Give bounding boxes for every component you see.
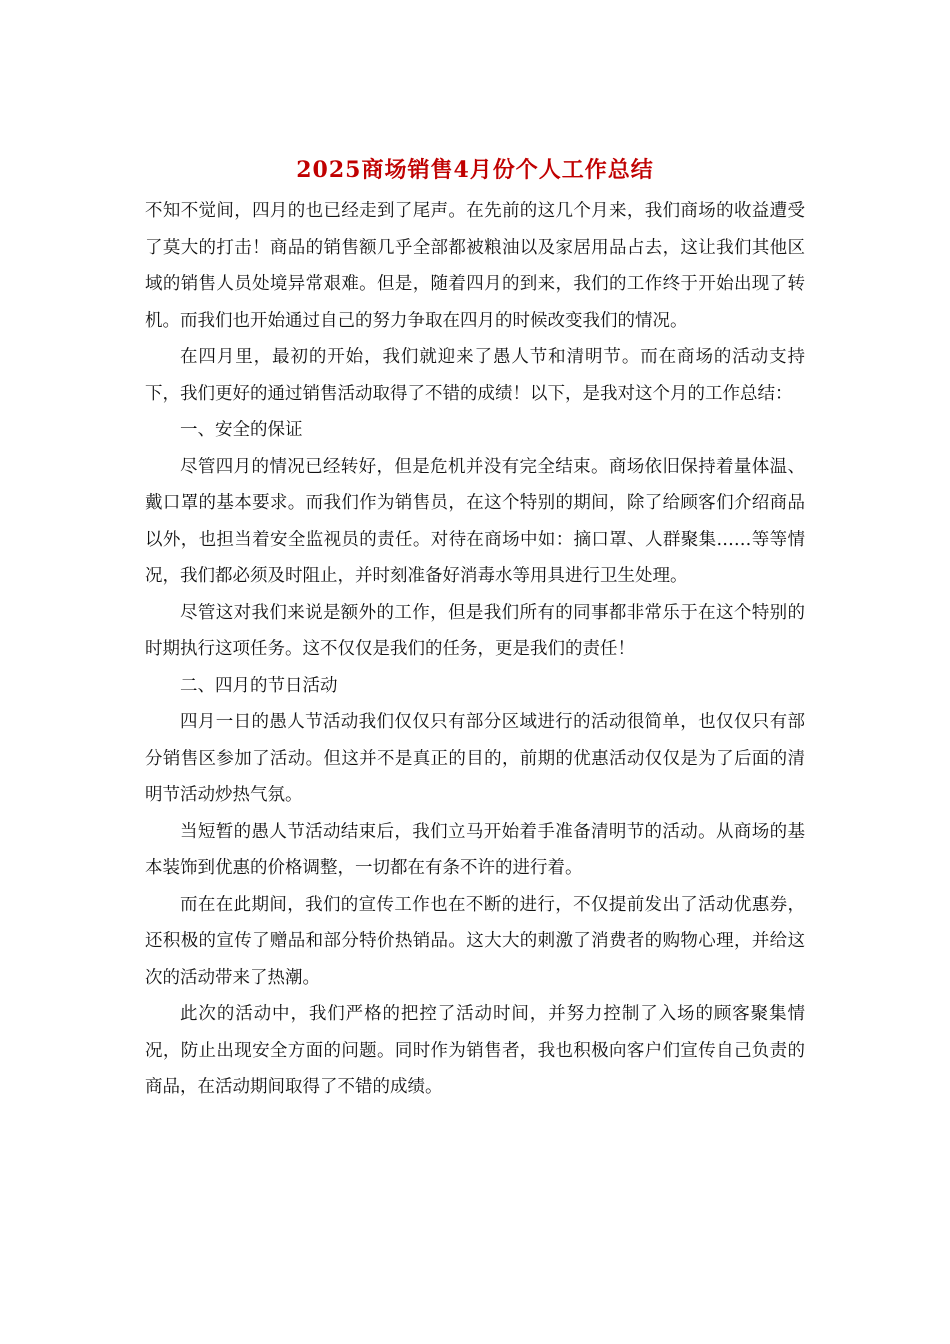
paragraph: 尽管这对我们来说是额外的工作，但是我们所有的同事都非常乐于在这个特别的时期执行这项任务。这不仅仅是我们的任务，更是我们的责任！ — [145, 602, 805, 659]
paragraph: 此次的活动中，我们严格的把控了活动时间，并努力控制了入场的顾客聚集情况，防止出现安全方面的问题。同时作为销售者，我也积极向客户们宣传自己负责的商品，在活动期间取得了不错的成绩。 — [145, 1004, 805, 1097]
paragraph: 当短暂的愚人节活动结束后，我们立马开始着手准备清明节的活动。从商场的基本装饰到优惠的价格调整，一切都在有条不许的进行着。 — [145, 821, 805, 878]
paragraph-intro: 不知不觉间，四月的也已经走到了尾声。在先前的这几个月来，我们商场的收益遭受了莫大的打击！商品的销售额几乎全部都被粮油以及家居用品占去，这让我们其他区域的销售人员处境异常艰难。但是，随着四月的到来，我们的工作终于开始出现了转机。而我们也开始通过自己的努力争取在四月的时候改变我们的情况。 — [145, 201, 805, 331]
document-title: 2025商场销售4月份个人工作总结 — [296, 157, 654, 183]
document-body — [145, 193, 805, 1106]
paragraph: 尽管四月的情况已经转好，但是危机并没有完全结束。商场依旧保持着量体温、戴口罩的基本要求。而我们作为销售员，在这个特别的期间，除了给顾客们介绍商品以外，也担当着安全监视员的责任。对待在商场中如：摘口罩、人群聚集……等等情况，我们都必须及时阻止，并时刻准备好消毒水等用具进行卫生处理。 — [145, 456, 805, 586]
paragraph: 而在在此期间，我们的宣传工作也在不断的进行，不仅提前发出了活动优惠券，还积极的宣传了赠品和部分特价热销品。这大大的刺激了消费者的购物心理，并给这次的活动带来了热潮。 — [145, 894, 805, 988]
paragraph: 四月一日的愚人节活动我们仅仅只有部分区域进行的活动很简单，也仅仅只有部分销售区参加了活动。但这并不是真正的目的，前期的优惠活动仅仅是为了后面的清明节活动炒热气氛。 — [145, 712, 805, 805]
section-heading-safety: 一、安全的保证 — [180, 420, 303, 440]
section-heading-holiday-events: 二、四月的节日活动 — [180, 675, 338, 696]
paragraph: 在四月里，最初的开始，我们就迎来了愚人节和清明节。而在商场的活动支持下，我们更好的通过销售活动取得了不错的成绩！以下，是我对这个月的工作总结： — [145, 347, 805, 404]
